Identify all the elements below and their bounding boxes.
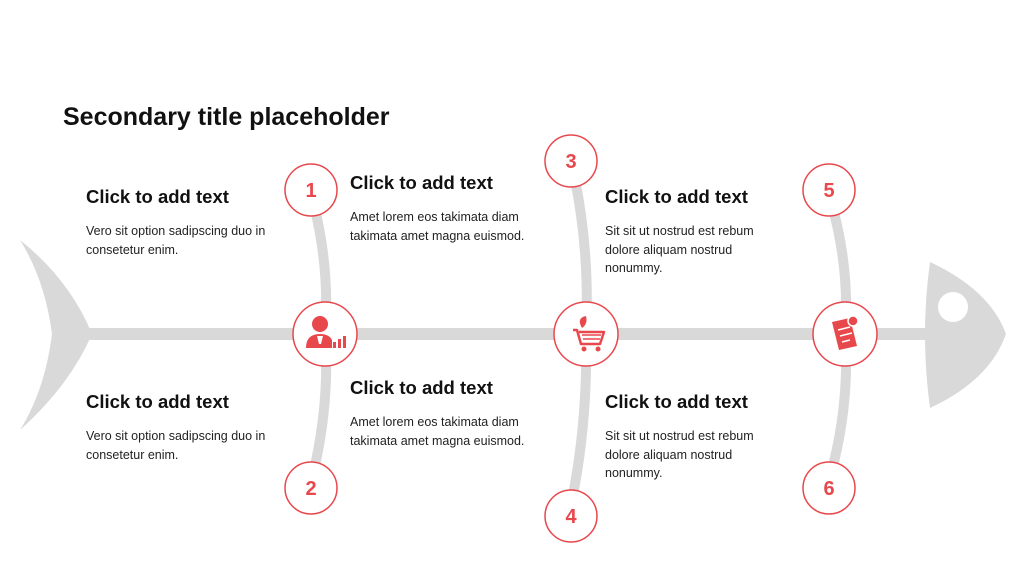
hub-2 — [554, 302, 618, 366]
fish-head — [925, 262, 1006, 408]
block-heading[interactable]: Click to add text — [605, 391, 748, 412]
svg-text:5: 5 — [823, 180, 835, 202]
block-heading[interactable]: Click to add text — [605, 186, 748, 207]
number-circle-4 — [545, 490, 597, 542]
text-block-2 — [86, 391, 286, 464]
fish-eye — [938, 292, 968, 322]
block-heading[interactable]: Click to add text — [350, 172, 493, 193]
text-block-4 — [350, 377, 550, 450]
fish-spine — [70, 328, 930, 340]
block-body[interactable]: Vero sit option sadipscing duo in consetetur enim. — [86, 224, 266, 257]
block-body[interactable]: Sit sit ut nostrud est rebum dolore aliquam nostrud nonummy. — [605, 224, 754, 275]
block-body[interactable]: Amet lorem eos takimata diam takimata amet magna euismod. — [350, 415, 525, 448]
block-body[interactable]: Sit sit ut nostrud est rebum dolore aliquam nostrud nonummy. — [605, 429, 754, 480]
text-block-5 — [605, 186, 805, 278]
block-heading[interactable]: Click to add text — [350, 377, 493, 398]
number-circle-2 — [285, 462, 337, 514]
page-title: Secondary title placeholder — [63, 103, 390, 131]
svg-text:4: 4 — [565, 506, 577, 528]
svg-text:6: 6 — [823, 478, 835, 500]
number-circle-6 — [803, 462, 855, 514]
text-block-1 — [86, 186, 286, 259]
svg-text:3: 3 — [565, 151, 577, 173]
hub-1 — [293, 302, 357, 366]
block-body[interactable]: Amet lorem eos takimata diam takimata amet magna euismod. — [350, 210, 525, 243]
number-circle-1 — [285, 164, 337, 216]
text-block-6 — [605, 391, 805, 483]
block-body[interactable]: Vero sit option sadipscing duo in consetetur enim. — [86, 429, 266, 462]
number-circle-3 — [545, 135, 597, 187]
svg-text:2: 2 — [305, 478, 317, 500]
text-block-3 — [350, 172, 550, 245]
number-circle-5 — [803, 164, 855, 216]
svg-text:1: 1 — [305, 180, 317, 202]
block-heading[interactable]: Click to add text — [86, 186, 229, 207]
block-heading[interactable]: Click to add text — [86, 391, 229, 412]
hub-3 — [813, 302, 877, 366]
